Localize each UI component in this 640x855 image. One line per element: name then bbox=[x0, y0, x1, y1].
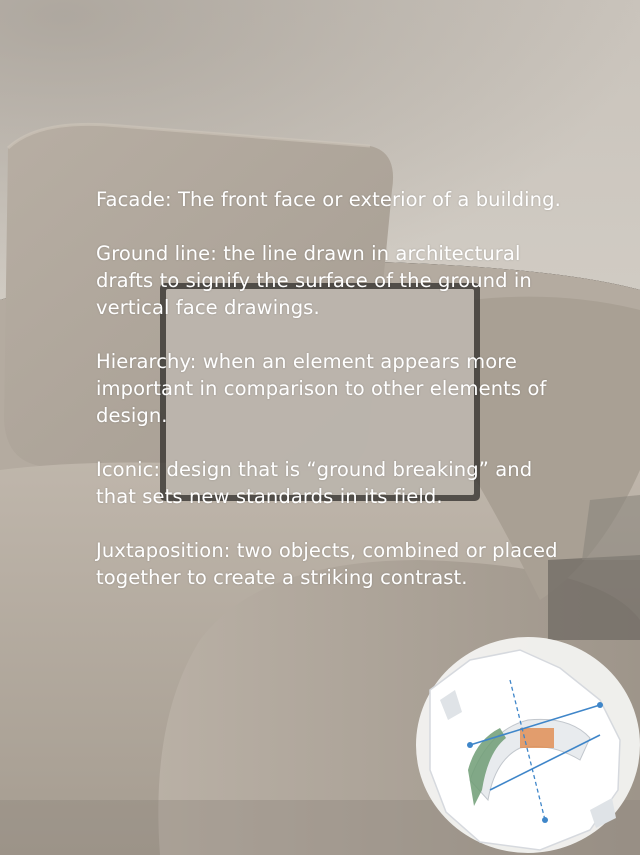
definition-text: design that is “ground breaking” and that sets new standards in its field. bbox=[96, 458, 533, 508]
definition-separator: : bbox=[165, 188, 178, 211]
definition-term: Facade bbox=[96, 188, 166, 211]
definition-text: two objects, combined or placed together to create a striking contrast. bbox=[96, 539, 558, 589]
definition-separator: : bbox=[189, 350, 203, 373]
definitions-list bbox=[96, 186, 566, 618]
definition-text: when an element appears more important in comparison to other elements of design. bbox=[96, 350, 547, 427]
definition-term: Juxtaposition bbox=[96, 539, 224, 562]
definition-iconic bbox=[96, 456, 566, 510]
definition-facade bbox=[96, 186, 566, 213]
definition-text: The front face or exterior of a building. bbox=[178, 188, 561, 211]
definition-juxtaposition bbox=[96, 537, 566, 591]
definition-separator: : bbox=[223, 539, 237, 562]
definition-hierarchy bbox=[96, 348, 566, 429]
definition-term: Hierarchy bbox=[96, 350, 190, 373]
definition-separator: : bbox=[210, 242, 224, 265]
definition-ground-line bbox=[96, 240, 566, 321]
definition-text: the line drawn in architectural drafts to signify the surface of the ground in vertical face drawings. bbox=[96, 242, 532, 319]
architectural-plan-sketch bbox=[416, 637, 640, 853]
definition-term: Iconic bbox=[96, 458, 154, 481]
definition-separator: : bbox=[153, 458, 167, 481]
definition-term: Ground line bbox=[96, 242, 211, 265]
